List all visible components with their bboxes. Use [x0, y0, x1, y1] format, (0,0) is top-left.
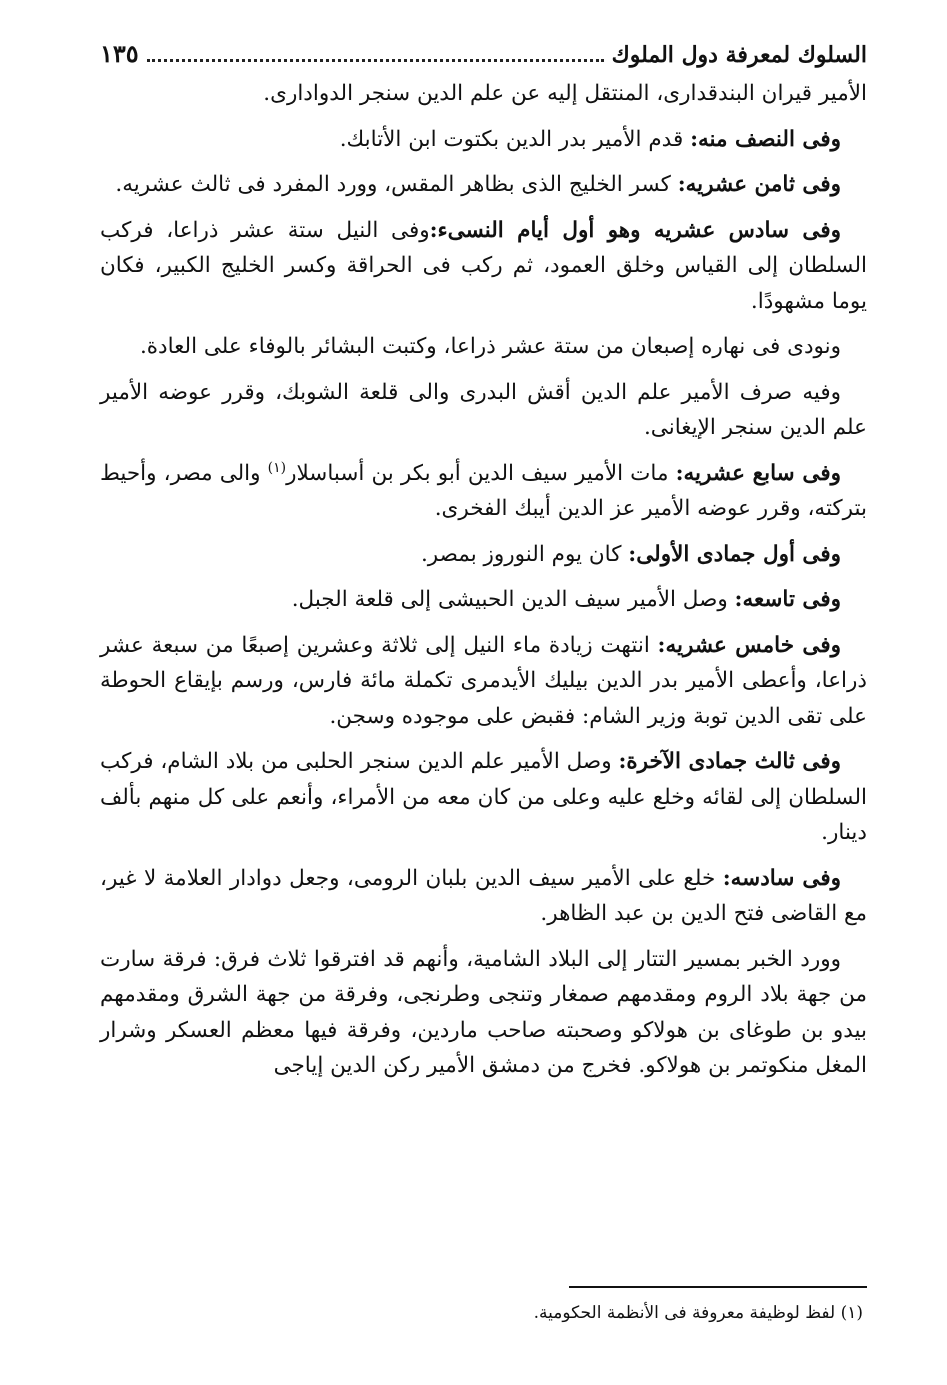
paragraph-10: [100, 744, 867, 851]
main-text: [100, 76, 867, 1084]
paragraph-lead: وفى ثامن عشريه:: [677, 172, 841, 197]
paragraph-11: [100, 861, 867, 932]
footnote-reference: (١): [267, 459, 287, 476]
paragraph-text: ونودى فى نهاره إصبعان من ستة عشر ذراعا، وكتبت البشائر بالوفاء على العادة.: [139, 334, 841, 359]
paragraph-lead: وفى سادس عشريه وهو أول أيام النسىء:: [429, 217, 842, 243]
paragraph-8: [100, 582, 867, 618]
paragraph-6: [100, 456, 867, 527]
footnote: (١) لفظ لوظيفة معروفة فى الأنظمة الحكومية.: [533, 1303, 863, 1323]
paragraph-lead: وفى سابع عشريه:: [675, 460, 841, 486]
paragraph-text: مات الأمير سيف الدين أبو بكر بن أسباسلار: [286, 460, 676, 486]
paragraph-text: قدم الأمير بدر الدين بكتوت ابن الأتابك.: [339, 126, 691, 152]
book-title: السلوك لمعرفة دول الملوك: [611, 42, 867, 68]
paragraph-5: [100, 375, 867, 446]
page-number: ١٣٥: [100, 39, 139, 68]
paragraph-lead: وفى أول جمادى الأولى:: [628, 541, 841, 567]
paragraph-lead: وفى خامس عشريه:: [657, 632, 842, 658]
paragraph-0: [100, 76, 867, 112]
paragraph-lead: وفى ثالث جمادى الآخرة:: [618, 749, 841, 774]
paragraph-text: خلع على الأمير سيف الدين بلبان الرومى، وجعل دوادار العلامة لا غير، مع القاضى فتح الدين بن عبد الظاهر.: [100, 865, 867, 926]
paragraph-lead: وفى النصف منه:: [690, 126, 841, 152]
paragraph-text-after: والى مصر، وأحيط بتركته، وقرر عوضه الأمير عز الدين أيبك الفخرى.: [100, 460, 867, 521]
paragraph-lead: وفى تاسعه:: [734, 587, 841, 612]
paragraph-7: [100, 537, 867, 573]
paragraph-text: كان يوم النوروز بمصر.: [420, 541, 629, 567]
paragraph-text: انتهت زيادة ماء النيل إلى ثلاثة وعشرين إصبعًا من سبعة عشر ذراعا، وأعطى الأمير بدر الدين بيليك الأيدمرى تكملة مائة فارس، ورسم بإيقاع الحوطة على تقى الدين توبة وزير الشام: فقبض على موجوده وسجن.: [100, 632, 867, 729]
paragraph-lead: وفى سادسه:: [722, 865, 841, 891]
paragraph-text: وفيه صرف الأمير علم الدين أقش البدرى والى قلعة الشوبك، وقرر عوضه الأمير علم الدين سنجر الإيغانى.: [100, 379, 867, 440]
paragraph-9: [100, 628, 867, 735]
paragraph-text: وفى النيل ستة عشر ذراعا، فركب السلطان إلى القياس وخلق العمود، ثم ركب فى الحراقة وكسر الخليج الكبير، فكان يوما مشهودًا.: [100, 217, 867, 314]
paragraph-text: وصل الأمير سيف الدين الحبيشى إلى قلعة الجبل.: [291, 587, 735, 612]
paragraph-text: الأمير قيران البندقدارى، المنتقل إليه عن علم الدين سنجر الدوادارى.: [263, 81, 867, 106]
dotted-leader: [147, 59, 604, 62]
paragraph-text: كسر الخليج الذى بظاهر المقس، وورد المفرد فى ثالث عشريه.: [115, 172, 678, 197]
paragraph-4: [100, 329, 867, 365]
paragraph-1: [100, 122, 867, 158]
running-header: [100, 32, 867, 76]
paragraph-2: [100, 167, 867, 203]
paragraph-text: وورد الخبر بمسير التتار إلى البلاد الشامية، وأنهم قد افترقوا ثلاث فرق: فرقة سارت من جهة بلاد الروم ومقدمهم صمغار وتنجى وطرنجى، وفرقة من جهة الشرق ومقدمهم بيدو بن طوغاى بن هولاكو وصحبته صاحب ماردين، وفرقة فيها معظم العسكر وشرار المغل منكوتمر بن هولاكو. فخرج من دمشق الأمير ركن الدين إياجى: [100, 946, 867, 1078]
paragraph-text: وصل الأمير علم الدين سنجر الحلبى من بلاد الشام، فركب السلطان إلى لقائه وخلع عليه وعلى من كان معه من الأمراء، وأنعم على كل منهم بألف دينار.: [100, 749, 867, 845]
paragraph-3: [100, 213, 867, 320]
paragraph-12: [100, 942, 867, 1084]
footnote-divider: [569, 1286, 867, 1288]
